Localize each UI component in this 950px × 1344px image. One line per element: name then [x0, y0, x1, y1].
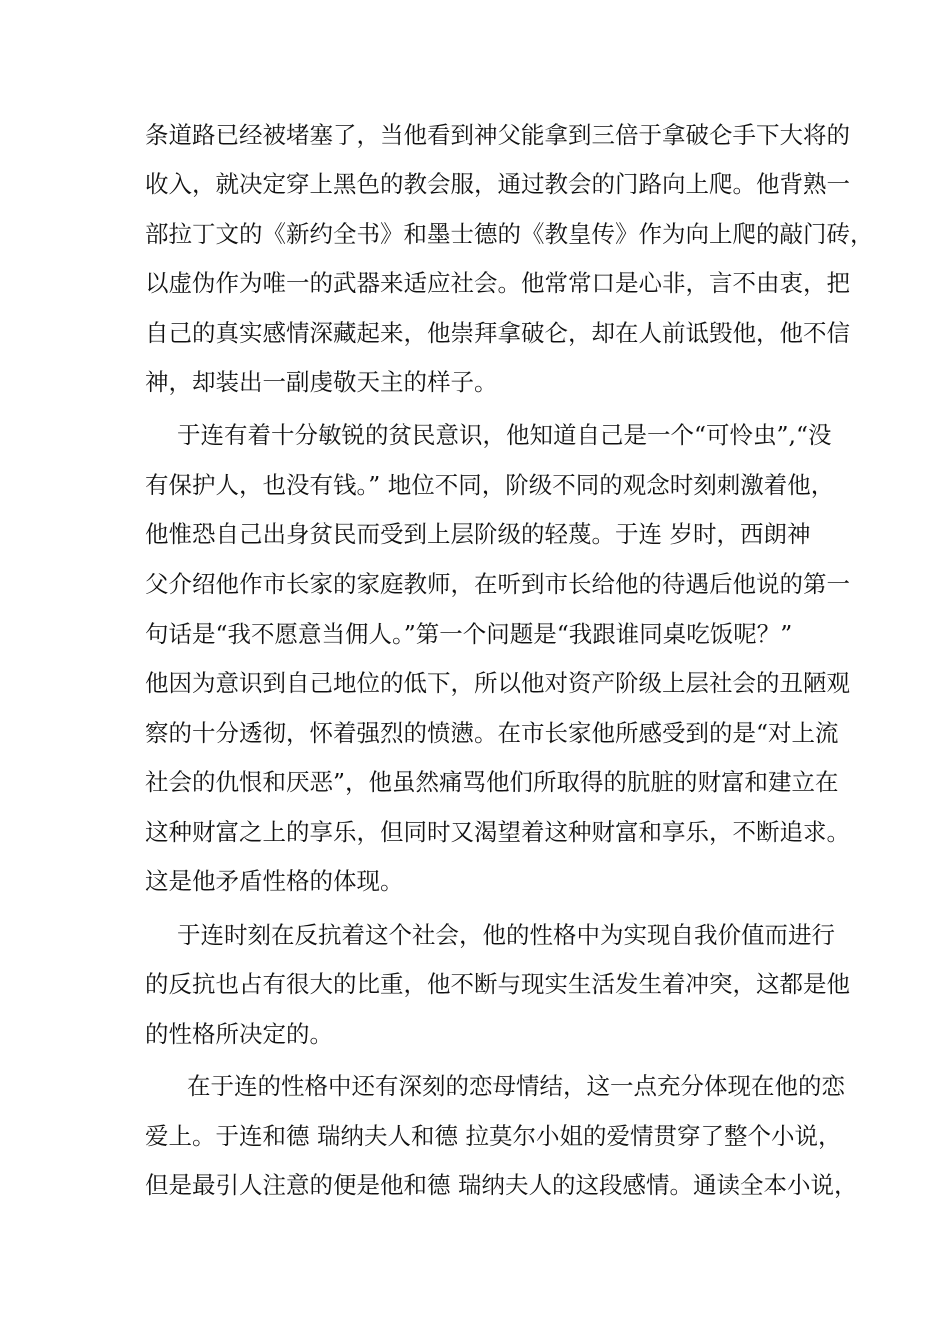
text-line: 神，却装出一副虔敬天主的样子。 — [145, 368, 498, 396]
text-line: 于连有着十分敏锐的贫民意识，他知道自己是一个“可怜虫”,“没 — [177, 421, 832, 449]
text-line: 于连时刻在反抗着这个社会，他的性格中为实现自我价值而进行 — [177, 921, 835, 949]
text-line: 这是他矛盾性格的体现。 — [145, 867, 404, 895]
text-line: 社会的仇恨和厌恶”，他虽然痛骂他们所取得的肮脏的财富和建立在 — [145, 768, 839, 796]
text-line: 有保护人，也没有钱。” 地位不同，阶级不同的观念时刻刺激着他， — [145, 471, 835, 499]
text-line: 在于连的性格中还有深刻的恋母情结，这一点充分体现在他的恋 — [187, 1072, 845, 1100]
text-line: 部拉丁文的《新约全书》和墨士德的《教皇传》作为向上爬的敲门砖， — [145, 220, 874, 248]
text-line: 自己的真实感情深藏起来，他崇拜拿破仑，却在人前诋毁他，他不信 — [145, 319, 850, 347]
text-line: 爱上。于连和德 瑞纳夫人和德 拉莫尔小姐的爱情贯穿了整个小说， — [145, 1122, 842, 1150]
text-line: 但是最引人注意的便是他和德 瑞纳夫人的这段感情。通读全本小说， — [145, 1171, 858, 1199]
text-line: 以虚伪作为唯一的武器来适应社会。他常常口是心非，言不由衷，把 — [145, 269, 850, 297]
text-line: 的性格所决定的。 — [145, 1020, 333, 1048]
text-line: 父介绍他作市长家的家庭教师，在听到市长给他的待遇后他说的第一 — [145, 570, 850, 598]
text-line: 他惟恐自己出身贫民而受到上层阶级的轻蔑。于连 岁时，西朗神 — [145, 520, 811, 548]
text-line: 察的十分透彻，怀着强烈的愤懑。在市长家他所感受到的是“对上流 — [145, 719, 839, 747]
text-line: 的反抗也占有很大的比重，他不断与现实生活发生着冲突，这都是他 — [145, 970, 850, 998]
text-line: 他因为意识到自己地位的低下，所以他对资产阶级上层社会的丑陋观 — [145, 669, 850, 697]
text-line: 句话是“我不愿意当佣人。”第一个问题是“我跟谁同桌吃饭呢？” — [145, 620, 793, 648]
text-line: 条道路已经被堵塞了，当他看到神父能拿到三倍于拿破仑手下大将的 — [145, 121, 850, 149]
text-line: 收入，就决定穿上黑色的教会服，通过教会的门路向上爬。他背熟一 — [145, 170, 850, 198]
text-line: 这种财富之上的享乐，但同时又渴望着这种财富和享乐，不断追求。 — [145, 818, 850, 846]
